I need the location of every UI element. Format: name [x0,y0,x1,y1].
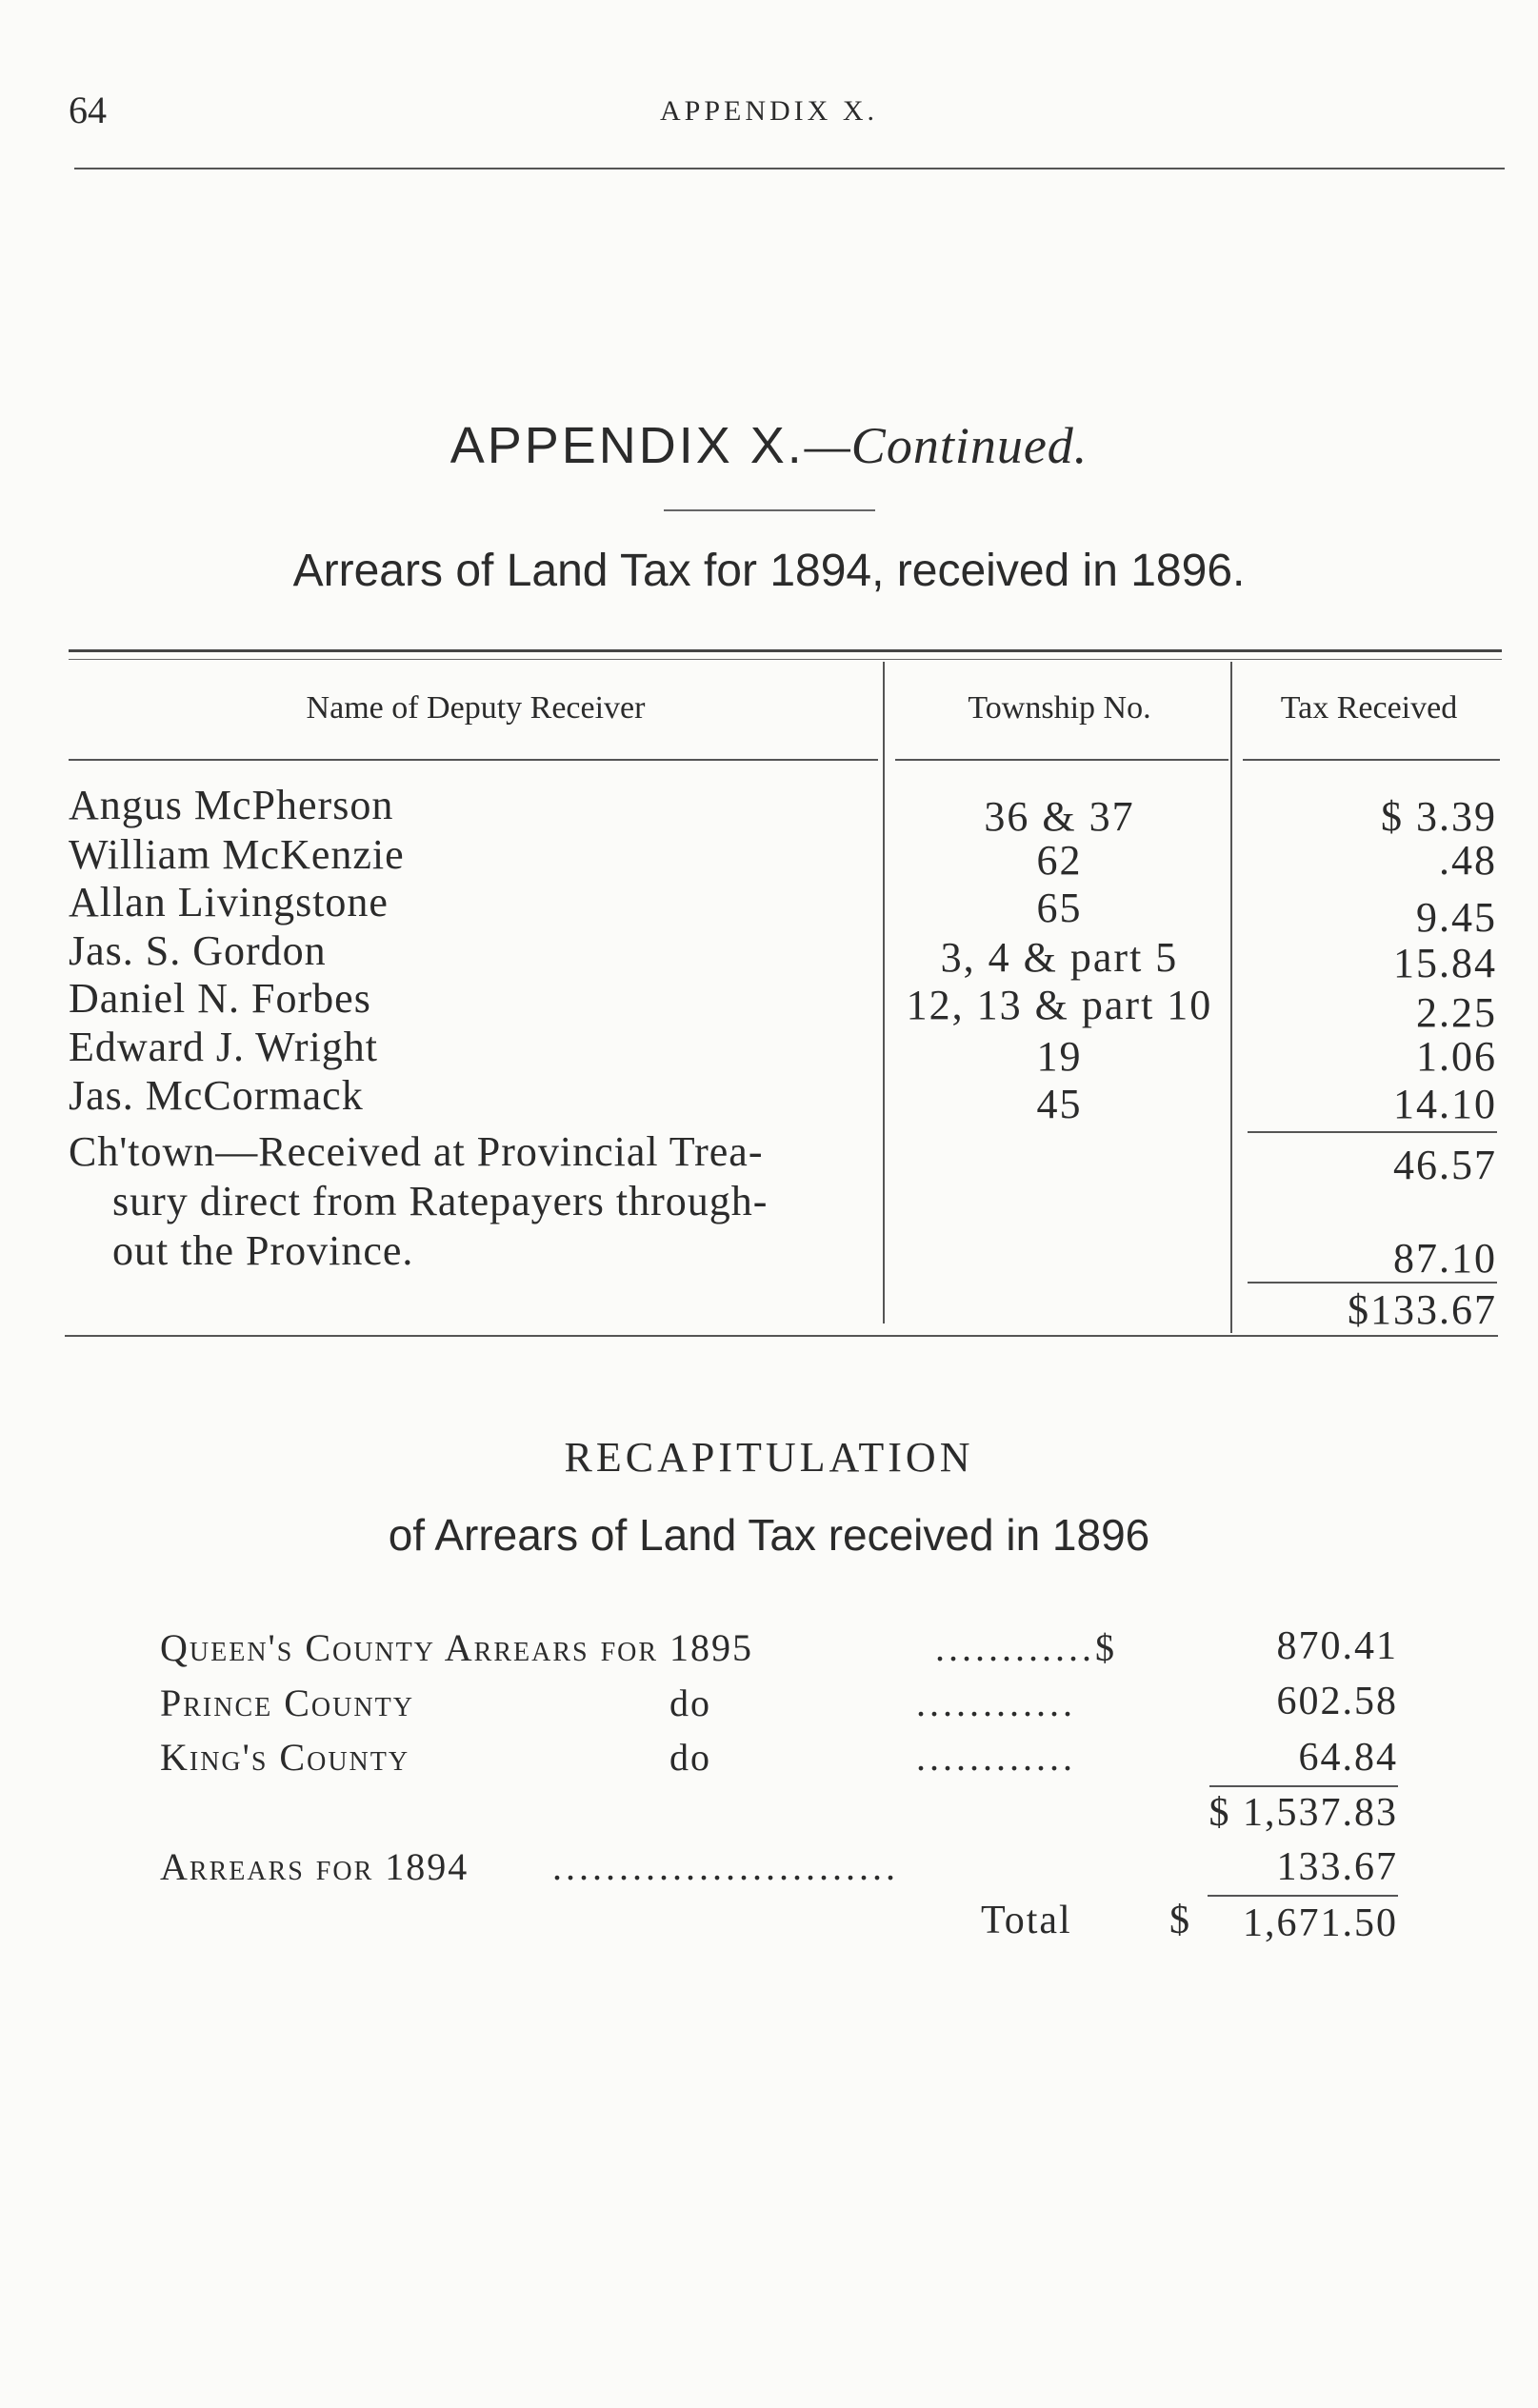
total-rule [1248,1282,1497,1284]
header-name: Name of Deputy Receiver [306,690,646,726]
header-township: Township No. [968,690,1151,726]
table-row-name: Edward J. Wright [69,1024,379,1070]
subtotal-rule [1248,1131,1497,1133]
table-row-township: 36 & 37 [984,793,1135,840]
column-divider [1230,662,1232,1333]
table-row-name: Jas. McCormack [69,1072,364,1119]
recap-subtotal: $ 1,537.83 [1208,1791,1398,1835]
table-row-name: Jas. S. Gordon [69,927,327,974]
treasury-line-3: out the Province. [112,1227,414,1274]
table-row-township: 19 [1036,1033,1083,1080]
table-subtitle: Arrears of Land Tax for 1894, received in 1896. [292,546,1246,596]
header-rule [895,759,1228,761]
column-divider [883,662,885,1323]
table-top-rule [69,649,1502,652]
recap-total-label: Total [981,1899,1072,1942]
page-number: 64 [69,89,107,131]
recap-row-dots: ............ [916,1736,1076,1779]
running-head: APPENDIX X. [659,95,878,127]
recap-total-amount: 1,671.50 [1243,1901,1398,1945]
title-rule [664,509,875,511]
title-main: APPENDIX X. [449,417,805,474]
arrears-1894-amount: 133.67 [1276,1845,1398,1889]
recap-row-dots: ............ [916,1682,1076,1724]
header-rule [1243,759,1500,761]
table-row-tax: .48 [1439,837,1497,884]
table-row-tax: $ 3.39 [1381,793,1497,840]
table-row-name: Allan Livingstone [69,879,389,925]
page-title [0,416,1538,475]
table-row-township: 12, 13 & part 10 [906,982,1213,1028]
recap-row-amount: 870.41 [1276,1624,1398,1668]
treasury-line-2: sury direct from Ratepayers through- [112,1178,769,1224]
table-row-township: 45 [1036,1081,1083,1127]
table-subtotal: 46.57 [1393,1142,1497,1188]
table-row-name: Angus McPherson [69,782,394,828]
recap-title: RECAPITULATION [564,1434,974,1481]
table-top-rule-thin [69,659,1502,660]
table-total: $133.67 [1348,1286,1497,1333]
table-row-tax: 1.06 [1416,1033,1497,1080]
recap-row-dots: ............$ [935,1626,1118,1669]
recap-subtitle: of Arrears of Land Tax received in 1896 [388,1510,1150,1560]
title-continued: —Continued. [804,417,1089,474]
recap-row-label: Queen's County Arrears for 1895 [160,1626,754,1669]
table-row-tax: 15.84 [1393,940,1497,986]
header-tax: Tax Received [1280,690,1458,726]
table-bottom-rule [65,1335,1498,1337]
table-row-township: 65 [1036,885,1083,931]
recap-row-do: do [669,1682,711,1724]
table-row-tax: 14.10 [1393,1081,1497,1127]
treasury-amount: 87.10 [1393,1235,1497,1282]
table-row-tax: 2.25 [1416,989,1497,1036]
table-row-township: 3, 4 & part 5 [940,934,1179,981]
recap-row-amount: 64.84 [1298,1736,1398,1780]
table-row-township: 62 [1036,837,1083,884]
table-row-tax: 9.45 [1416,894,1497,941]
table-row-name: Daniel N. Forbes [69,975,371,1022]
header-rule [69,759,878,761]
recap-subtotal-rule [1209,1785,1398,1787]
header-rule [74,168,1505,169]
recap-row-do: do [669,1736,711,1779]
recap-total-rule [1208,1895,1398,1897]
arrears-1894-dots: .......................... [552,1845,899,1888]
recap-total-currency: $ [1169,1899,1191,1942]
arrears-1894-label: Arrears for 1894 [160,1845,469,1888]
recap-row-amount: 602.58 [1276,1680,1398,1723]
treasury-line-1: Ch'town—Received at Provincial Trea- [69,1128,764,1175]
recap-row-label: King's County [160,1736,410,1779]
recap-row-label: Prince County [160,1682,414,1724]
table-row-name: William McKenzie [69,831,405,878]
